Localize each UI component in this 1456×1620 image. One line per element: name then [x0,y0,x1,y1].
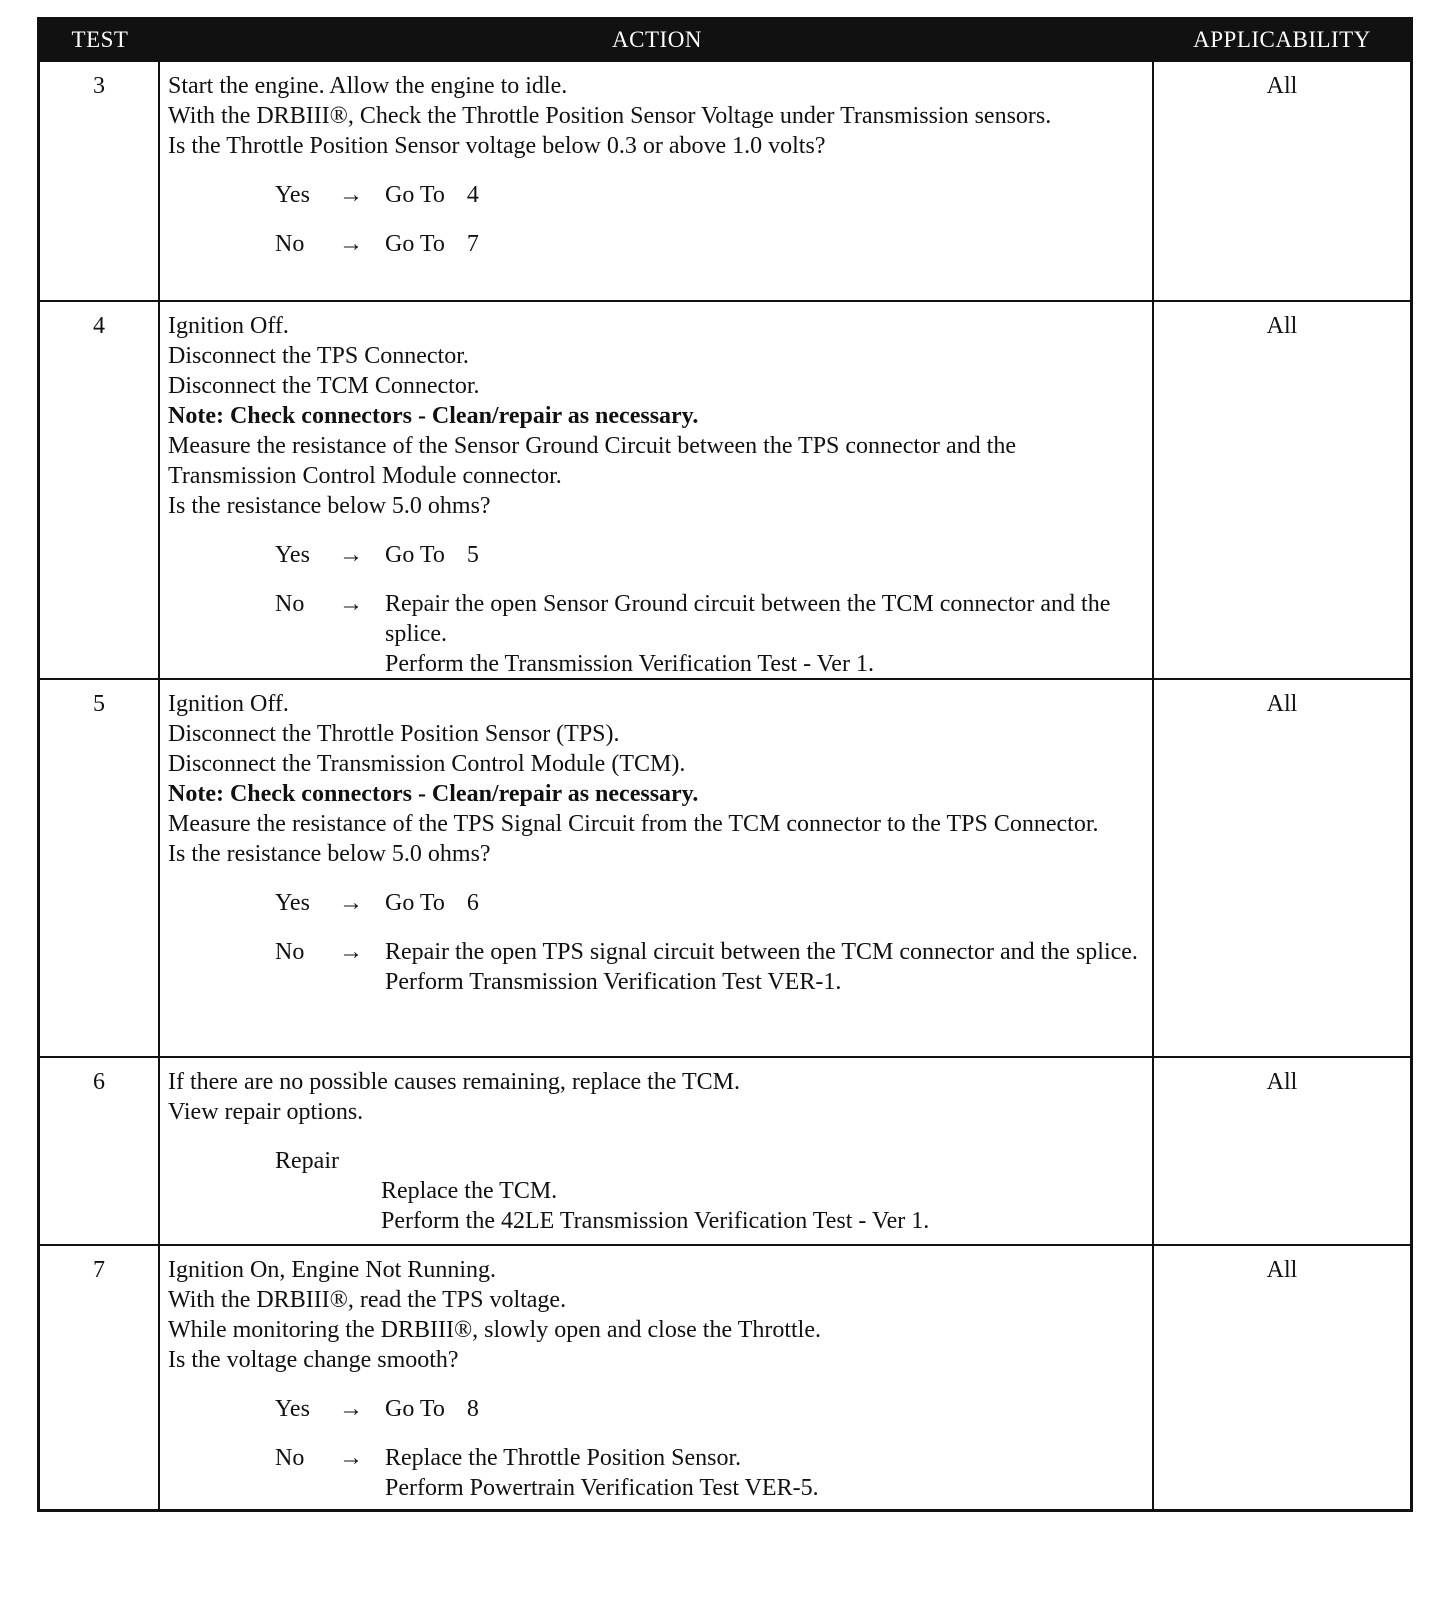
action-line: While monitoring the DRBIII®, slowly open and close the Throttle. [168,1317,822,1343]
no-label: No [275,591,305,617]
no-option [275,589,1144,679]
action-line: Is the voltage change smooth? [168,1347,459,1373]
no-action-text: Perform the Transmission Verification Test - Ver 1. [385,651,874,677]
no-action-text: Repair the open Sensor Ground circuit between the TCM connector and the splice. [385,591,1111,647]
table-row [40,60,1410,300]
action-line: Disconnect the Transmission Control Module (TCM). [168,751,686,777]
goto-text: Go To [385,542,445,568]
action-line: With the DRBIII®, read the TPS voltage. [168,1287,567,1313]
action-line: Measure the resistance of the TPS Signal Circuit from the TCM connector to the TPS Connector. [168,811,1099,837]
action-line: Disconnect the TCM Connector. [168,373,480,399]
arrow-icon: → [339,890,363,916]
yes-label: Yes [275,1396,310,1422]
header-test: TEST [71,27,129,52]
action-line: With the DRBIII®, Check the Throttle Position Sensor Voltage under Transmission sensors. [168,103,1052,129]
applicability-value: All [1266,1069,1298,1095]
goto-text: Go To [385,231,445,257]
goto-number: 4 [466,182,479,208]
action-line: Disconnect the Throttle Position Sensor (TPS). [168,721,620,747]
answer-options [168,540,1144,679]
repair-step: Replace the TCM. [381,1178,558,1204]
applicability-value: All [1266,313,1298,339]
arrow-icon: → [339,1396,363,1422]
test-number: 7 [40,1246,160,1509]
no-option [275,937,1144,997]
table-header [40,20,1410,60]
answer-options [168,180,1144,259]
action-cell [160,62,1154,300]
applicability-value: All [1266,1257,1298,1283]
no-option [275,1443,1144,1503]
header-action: ACTION [612,27,702,52]
yes-option [275,540,1144,570]
arrow-icon: → [339,591,363,617]
goto-text: Go To [385,182,445,208]
answer-options [168,1394,1144,1503]
repair-options [168,1146,1144,1236]
action-line: If there are no possible causes remaining, replace the TCM. [168,1069,741,1095]
no-label: No [275,231,305,257]
no-action-text: Repair the open TPS signal circuit between the TCM connector and the splice. [385,939,1138,965]
action-line: Ignition Off. [168,313,289,339]
goto-text: Go To [385,890,445,916]
test-number: 5 [40,680,160,1056]
test-number: 6 [40,1058,160,1244]
goto-number: 8 [466,1396,479,1422]
yes-label: Yes [275,182,310,208]
table-row [40,300,1410,678]
no-label: No [275,1445,305,1471]
goto-number: 5 [466,542,479,568]
yes-label: Yes [275,542,310,568]
yes-option [275,888,1144,918]
table-row [40,1244,1410,1509]
yes-option [275,180,1144,210]
goto-number: 6 [466,890,479,916]
action-line: Disconnect the TPS Connector. [168,343,469,369]
action-cell [160,680,1154,1056]
action-line: Is the Throttle Position Sensor voltage below 0.3 or above 1.0 volts? [168,133,826,159]
action-line: Measure the resistance of the Sensor Ground Circuit between the TPS connector and the Transmission Control Module connector. [168,433,1016,489]
test-number: 3 [40,62,160,300]
action-cell [160,1246,1154,1509]
arrow-icon: → [339,231,363,257]
action-line: Start the engine. Allow the engine to idle. [168,73,568,99]
diagnostic-table [37,17,1413,1512]
yes-option [275,1394,1144,1424]
header-applicability: APPLICABILITY [1193,27,1371,52]
action-line: Is the resistance below 5.0 ohms? [168,493,491,519]
repair-step: Perform the 42LE Transmission Verification Test - Ver 1. [381,1208,930,1234]
no-action-text: Perform Powertrain Verification Test VER-5. [385,1475,819,1501]
action-cell [160,302,1154,678]
action-cell [160,1058,1154,1244]
test-number: 4 [40,302,160,678]
no-action-text: Replace the Throttle Position Sensor. [385,1445,742,1471]
no-label: No [275,939,305,965]
arrow-icon: → [339,182,363,208]
note-text: Note: Check connectors - Clean/repair as necessary. [168,781,699,807]
arrow-icon: → [339,939,363,965]
arrow-icon: → [339,1445,363,1471]
arrow-icon: → [339,542,363,568]
goto-text: Go To [385,1396,445,1422]
table-row [40,678,1410,1056]
action-line: Ignition Off. [168,691,289,717]
repair-label: Repair [275,1148,339,1174]
no-option [275,229,1144,259]
action-line: Is the resistance below 5.0 ohms? [168,841,491,867]
applicability-value: All [1266,691,1298,717]
goto-number: 7 [466,231,479,257]
action-line: View repair options. [168,1099,364,1125]
no-action-text: Perform Transmission Verification Test VER-1. [385,969,842,995]
applicability-value: All [1266,73,1298,99]
yes-label: Yes [275,890,310,916]
action-line: Ignition On, Engine Not Running. [168,1257,496,1283]
answer-options [168,888,1144,997]
table-row [40,1056,1410,1244]
note-text: Note: Check connectors - Clean/repair as necessary. [168,403,699,429]
